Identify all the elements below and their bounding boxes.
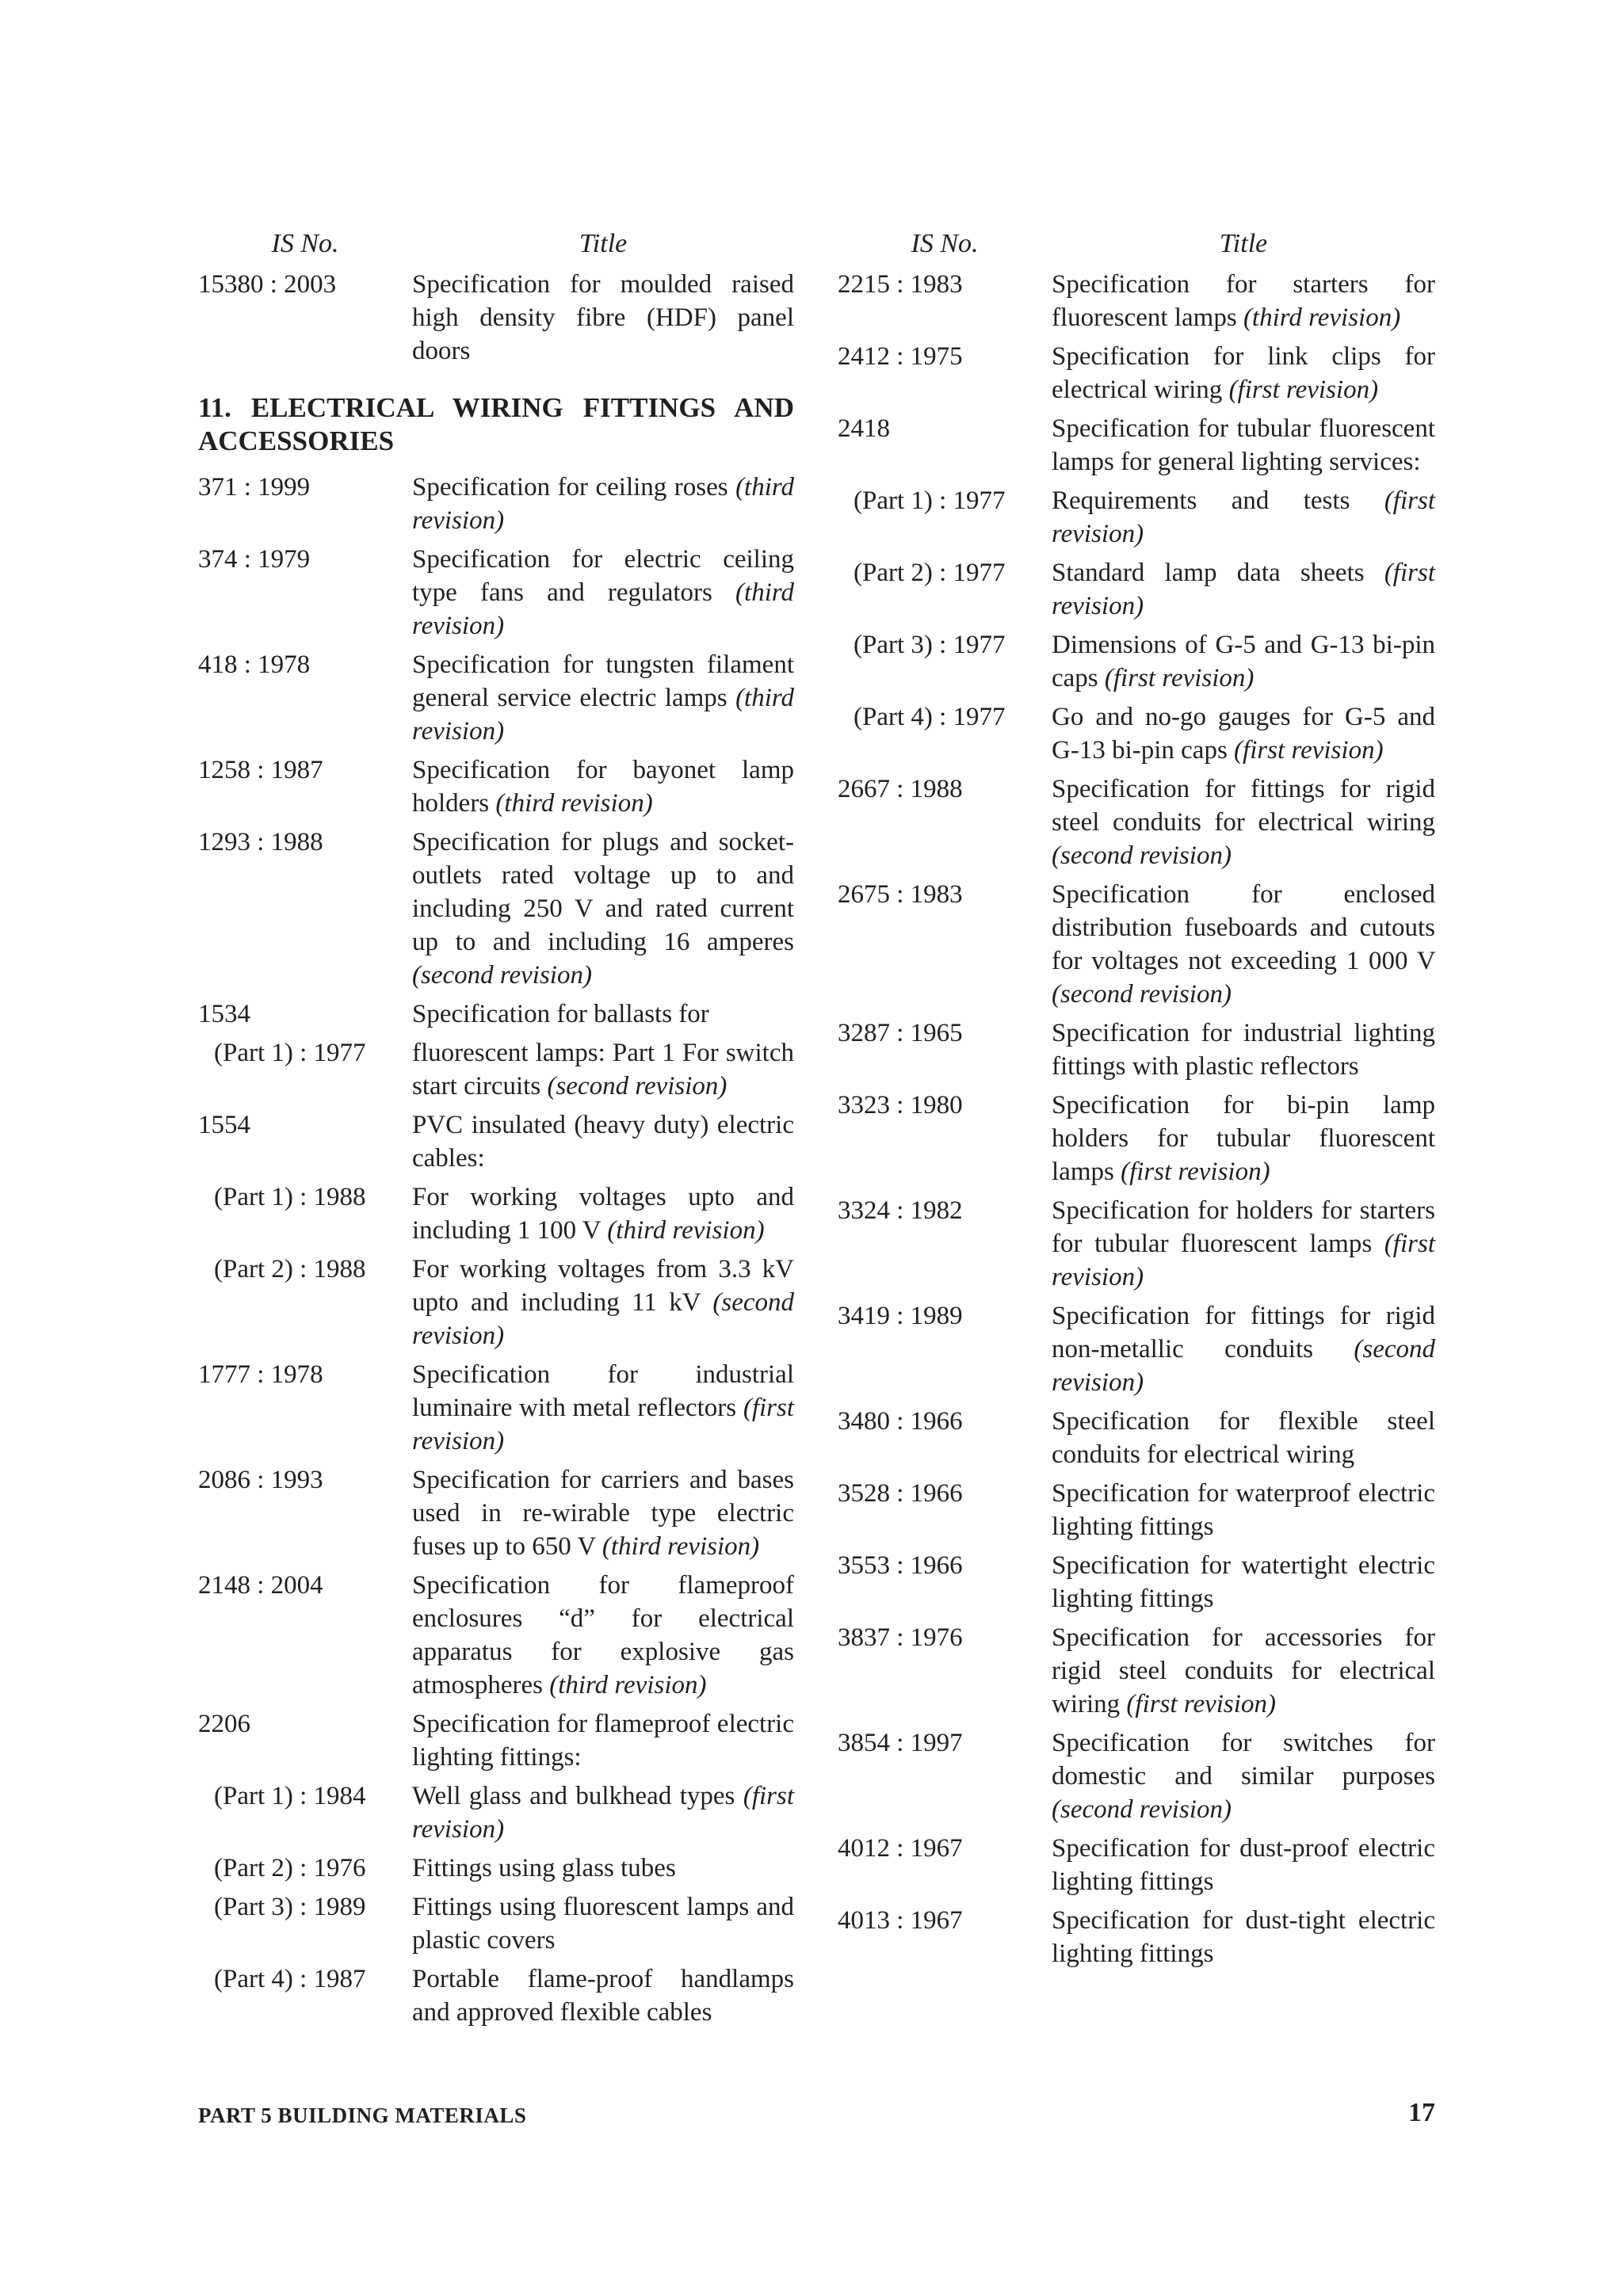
left-column (198, 228, 794, 2035)
standard-title (1052, 268, 1435, 334)
standard-entry (198, 826, 794, 992)
is-number: 2148 : 2004 (198, 1571, 323, 1600)
revision-note: (third revision) (1243, 303, 1401, 332)
standard-entry (838, 1299, 1435, 1399)
standard-title (412, 1890, 794, 1957)
revision-note: (second revision) (412, 961, 592, 990)
standard-entry (838, 1405, 1435, 1471)
standard-entry (198, 997, 794, 1031)
title-text: Standard lamp data sheets (1052, 559, 1365, 587)
title-text: Specification for holders for starters for tubular fluorescent lamps (1052, 1196, 1435, 1258)
title-header: Title (1219, 229, 1268, 258)
title-header: Title (579, 229, 628, 258)
standard-title (412, 753, 794, 820)
standard-title (1052, 772, 1435, 872)
left-column-header (198, 228, 794, 268)
title-text: PVC insulated (heavy duty) electric cables: (412, 1111, 794, 1173)
standard-title (1052, 1832, 1435, 1898)
standard-entry (198, 1962, 794, 2029)
title-text: Specification for ballasts for (412, 1000, 709, 1028)
standard-entry (838, 700, 1435, 767)
standard-entry (838, 340, 1435, 406)
title-text: fluorescent lamps: Part 1 For switch start circuits (412, 1039, 794, 1100)
title-text: Specification for tubular fluorescent lamps for general lighting services: (1052, 414, 1435, 476)
is-number: (Part 2) : 1976 (214, 1854, 366, 1882)
is-number: 1534 (198, 1000, 250, 1028)
right-list (838, 268, 1435, 1970)
is-number: (Part 1) : 1977 (214, 1039, 366, 1067)
is-number: 1554 (198, 1111, 250, 1139)
standard-title (1052, 1726, 1435, 1826)
title-text: Specification for industrial luminaire with metal reflectors (412, 1360, 794, 1422)
standard-title (412, 471, 794, 537)
standard-title (1052, 1549, 1435, 1615)
standard-entry (198, 1779, 794, 1846)
standard-entry (198, 471, 794, 537)
revision-note: (second revision) (1052, 841, 1232, 870)
is-number: 1777 : 1978 (198, 1360, 323, 1389)
standard-entry (198, 268, 794, 368)
revision-note: (third revision) (601, 1532, 760, 1561)
revision-note: (second revision) (1052, 1795, 1232, 1824)
standard-title (412, 826, 794, 992)
is-number: 2206 (198, 1710, 250, 1738)
is-number: 2667 : 1988 (838, 775, 963, 803)
is-number: 3528 : 1966 (838, 1479, 963, 1508)
is-number: 4012 : 1967 (838, 1834, 963, 1863)
revision-note: (first revision) (1052, 559, 1435, 620)
footer-part-label: PART 5 BUILDING MATERIALS (198, 2103, 527, 2127)
standard-title (1052, 412, 1435, 479)
is-number: 3854 : 1997 (838, 1729, 963, 1757)
revision-note: (first revision) (1104, 664, 1254, 692)
standard-entry (838, 484, 1435, 551)
standard-title (1052, 340, 1435, 406)
standard-title (1052, 556, 1435, 623)
standard-title (1052, 700, 1435, 767)
is-number: (Part 2) : 1977 (854, 559, 1006, 587)
standard-entry (198, 648, 794, 748)
standard-title (1052, 1089, 1435, 1188)
standard-title (1052, 878, 1435, 1011)
revision-note: (third revision) (549, 1671, 707, 1699)
revision-note: (first revision) (412, 1782, 795, 1844)
left-top-list (198, 268, 794, 368)
title-text: Fittings using glass tubes (412, 1854, 676, 1882)
is-number: 371 : 1999 (198, 473, 311, 502)
standard-title (1052, 1016, 1435, 1083)
standard-title (1052, 1405, 1435, 1471)
is-number: 3553 : 1966 (838, 1551, 963, 1580)
revision-note: (first revision) (1126, 1690, 1276, 1718)
title-text: Specification for ceiling roses (412, 473, 728, 502)
standard-entry (198, 1036, 794, 1103)
title-text: Fittings using fluorescent lamps and plastic covers (412, 1893, 794, 1955)
is-number: 374 : 1979 (198, 545, 311, 574)
is-number: 2412 : 1975 (838, 342, 963, 371)
title-text: Specification for switches for domestic and similar purposes (1052, 1729, 1435, 1791)
title-text: Specification for industrial lighting fittings with plastic reflectors (1052, 1019, 1435, 1081)
title-text: Dimensions of G-5 and G-13 bi-pin caps (1052, 631, 1435, 692)
title-text: For working voltages upto and including 1 100 V (412, 1183, 794, 1245)
title-text: Specification for waterproof electric lighting fittings (1052, 1479, 1435, 1541)
standard-title (1052, 1621, 1435, 1721)
title-text: Specification for flameproof enclosures “d” for electrical apparatus for explosive gas atmospheres (412, 1571, 794, 1699)
standard-entry (838, 1194, 1435, 1294)
standard-title (412, 268, 794, 368)
standard-entry (838, 878, 1435, 1011)
title-text: Specification for fittings for rigid steel conduits for electrical wiring (1052, 775, 1435, 837)
standard-entry (198, 1463, 794, 1563)
standard-entry (198, 1253, 794, 1352)
standard-title (412, 1962, 794, 2029)
standard-title (412, 543, 794, 643)
title-text: For working voltages from 3.3 kV upto and including 11 kV (412, 1255, 794, 1317)
revision-note: (second revision) (412, 1288, 794, 1350)
title-text: Specification for tungsten filament general service electric lamps (412, 650, 794, 712)
standard-entry (838, 1726, 1435, 1826)
standard-entry (198, 1890, 794, 1957)
standard-entry (838, 628, 1435, 695)
revision-note: (third revision) (412, 684, 795, 746)
title-text: Specification for fittings for rigid non-metallic conduits (1052, 1302, 1435, 1363)
title-text: Specification for flexible steel conduits for electrical wiring (1052, 1407, 1435, 1469)
standard-title (412, 1358, 794, 1458)
standard-title (412, 1036, 794, 1103)
is-number: 4013 : 1967 (838, 1906, 963, 1935)
is-no-header: IS No. (271, 229, 339, 258)
standard-title (412, 1707, 794, 1774)
is-number: 1258 : 1987 (198, 756, 323, 784)
standard-title (412, 1463, 794, 1563)
standard-entry (838, 1477, 1435, 1543)
is-number: 3419 : 1989 (838, 1302, 963, 1330)
standard-entry (198, 543, 794, 643)
title-text: Well glass and bulkhead types (412, 1782, 735, 1810)
standard-entry (198, 1108, 794, 1175)
is-number: 3287 : 1965 (838, 1019, 963, 1047)
title-text: Specification for moulded raised high density fibre (HDF) panel doors (412, 270, 794, 365)
revision-note: (first revision) (1234, 736, 1384, 765)
standard-title (412, 997, 794, 1031)
page-number: 17 (1408, 2098, 1435, 2127)
title-text: Specification for dust-proof electric lighting fittings (1052, 1834, 1435, 1896)
standard-entry (198, 1707, 794, 1774)
revision-note: (third revision) (412, 473, 795, 535)
standard-title (1052, 628, 1435, 695)
section-heading: 11. ELECTRICAL WIRING FITTINGS AND ACCESSORIES (198, 392, 794, 456)
standard-title (1052, 1194, 1435, 1294)
standard-entry (198, 1358, 794, 1458)
is-number: 3837 : 1976 (838, 1623, 963, 1652)
standard-title (1052, 1299, 1435, 1399)
revision-note: (third revision) (495, 789, 653, 818)
is-number: (Part 2) : 1988 (214, 1255, 366, 1283)
is-number: 2418 (838, 414, 890, 443)
standard-entry (838, 268, 1435, 334)
standard-entry (838, 772, 1435, 872)
revision-note: (first revision) (1228, 376, 1379, 404)
is-number: (Part 1) : 1977 (854, 486, 1006, 515)
revision-note: (third revision) (607, 1216, 765, 1245)
standard-title (412, 1108, 794, 1175)
standard-entry (838, 1549, 1435, 1615)
is-number: 1293 : 1988 (198, 828, 323, 856)
standard-title (1052, 1477, 1435, 1543)
standard-title (1052, 1904, 1435, 1970)
standard-title (412, 1180, 794, 1247)
revision-note: (second revision) (1052, 1335, 1435, 1397)
is-number: (Part 3) : 1989 (214, 1893, 366, 1921)
is-no-header: IS No. (911, 229, 979, 258)
standard-entry (838, 556, 1435, 623)
is-number: 2215 : 1983 (838, 270, 963, 299)
is-number: (Part 3) : 1977 (854, 631, 1006, 659)
title-text: Specification for accessories for rigid steel conduits for electrical wiring (1052, 1623, 1435, 1718)
is-number: 15380 : 2003 (198, 270, 337, 299)
is-number: 2675 : 1983 (838, 880, 963, 909)
title-text: Specification for carriers and bases used in re-wirable type electric fuses up to 650 V (412, 1466, 794, 1561)
standard-title (1052, 484, 1435, 551)
is-number: 2086 : 1993 (198, 1466, 323, 1494)
standard-title (412, 1569, 794, 1702)
is-number: 418 : 1978 (198, 650, 311, 679)
standard-title (412, 1253, 794, 1352)
standard-entry (838, 1904, 1435, 1970)
title-text: Go and no-go gauges for G-5 and G-13 bi-pin caps (1052, 703, 1435, 765)
title-text: Specification for plugs and socket-outlets rated voltage up to and including 250 V and rated current up to and including 16 amperes (412, 828, 794, 956)
is-number: (Part 4) : 1977 (854, 703, 1006, 731)
standard-entry (198, 753, 794, 820)
title-text: Requirements and tests (1052, 486, 1350, 515)
is-number: (Part 1) : 1988 (214, 1183, 366, 1211)
is-number: 3324 : 1982 (838, 1196, 963, 1225)
title-text: Specification for link clips for electrical wiring (1052, 342, 1435, 404)
standard-entry (198, 1180, 794, 1247)
standard-entry (838, 1089, 1435, 1188)
is-number: (Part 4) : 1987 (214, 1965, 366, 1993)
standard-entry (198, 1852, 794, 1885)
title-text: Specification for enclosed distribution fuseboards and cutouts for voltages not exceeding 1 000 V (1052, 880, 1435, 975)
revision-note: (first revision) (412, 1394, 795, 1455)
title-text: Specification for watertight electric lighting fittings (1052, 1551, 1435, 1613)
title-text: Specification for electric ceiling type fans and regulators (412, 545, 794, 607)
title-text: Specification for starters for fluorescent lamps (1052, 270, 1435, 332)
title-text: Portable flame-proof handlamps and approved flexible cables (412, 1965, 794, 2027)
is-number: (Part 1) : 1984 (214, 1782, 366, 1810)
standard-entry (838, 1621, 1435, 1721)
standard-entry (838, 412, 1435, 479)
revision-note: (first revision) (1121, 1158, 1270, 1186)
left-section-list (198, 471, 794, 2029)
standard-title (412, 1852, 794, 1885)
title-text: Specification for dust-tight electric lighting fittings (1052, 1906, 1435, 1968)
title-text: Specification for bayonet lamp holders (412, 756, 794, 818)
standard-entry (838, 1016, 1435, 1083)
standard-entry (198, 1569, 794, 1702)
revision-note: (second revision) (1052, 980, 1232, 1009)
standard-title (412, 648, 794, 748)
revision-note: (second revision) (547, 1072, 727, 1100)
revision-note: (third revision) (412, 578, 794, 640)
standard-entry (838, 1832, 1435, 1898)
revision-note: (first revision) (1052, 486, 1435, 548)
right-column (838, 228, 1435, 1976)
is-number: 3480 : 1966 (838, 1407, 963, 1436)
right-column-header (838, 228, 1435, 268)
title-text: Specification for flameproof electric lighting fittings: (412, 1710, 794, 1772)
standard-title (412, 1779, 794, 1846)
revision-note: (first revision) (1052, 1230, 1435, 1291)
title-text: Specification for bi-pin lamp holders for tubular fluorescent lamps (1052, 1091, 1435, 1186)
is-number: 3323 : 1980 (838, 1091, 963, 1119)
